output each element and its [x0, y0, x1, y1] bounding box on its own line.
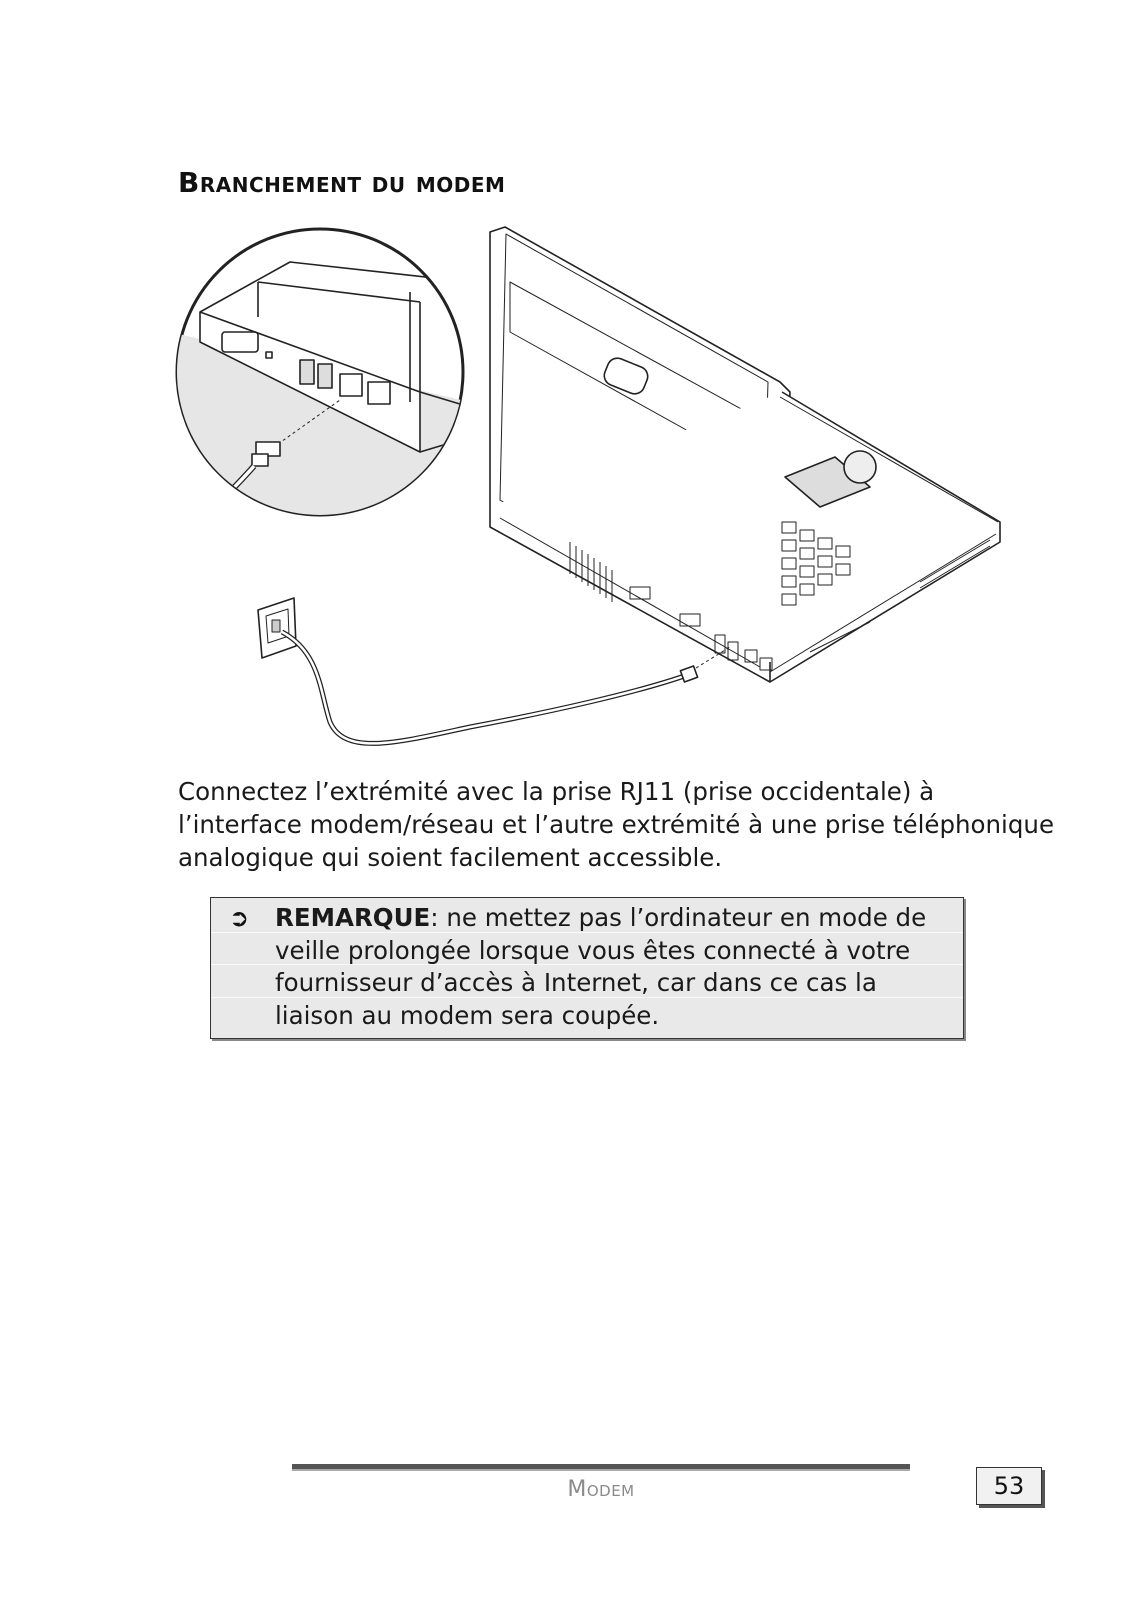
page-number: 53 [976, 1467, 1042, 1505]
section-title: Branchement du modem [178, 166, 506, 199]
laptop-drawing [490, 227, 1000, 682]
body-paragraph: Connectez l’extrémité avec la prise RJ11 (prise occidentale) à l’interface modem/réseau et l’autre extrémité à une prise téléphonique analogique qui soient facilement accessible. [178, 777, 1055, 872]
note-box [210, 897, 964, 1039]
wall-jack [258, 598, 296, 658]
note-label: REMARQUE [275, 903, 431, 932]
note-text [275, 902, 955, 1032]
phone-cable [282, 632, 730, 743]
footer-section-label: Modem [567, 1477, 635, 1502]
zoom-detail-circle [170, 229, 470, 542]
modem-connection-illustration [170, 222, 1030, 762]
note-body: : ne mettez pas l’ordinateur en mode de veille prolongée lorsque vous êtes connecté à votre fournisseur d’accès à Internet, car dans ce cas la liaison au modem sera coupée. [275, 903, 927, 1030]
footer-rule [292, 1464, 910, 1471]
arrow-right-icon: ➲ [229, 904, 250, 932]
